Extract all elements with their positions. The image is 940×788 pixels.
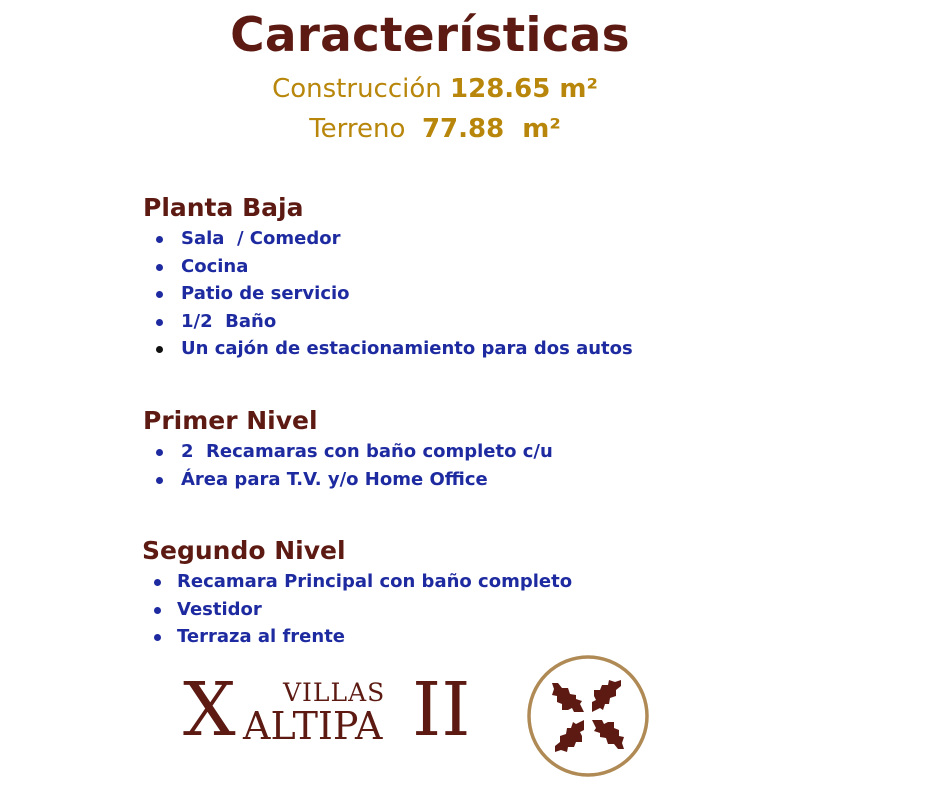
list-item-text: Terraza al frente bbox=[177, 626, 346, 648]
four-leaf-emblem-icon bbox=[526, 654, 650, 778]
list-item-text: 2 Recamaras con baño completo c/u bbox=[181, 441, 553, 462]
list-item-text: Área para T.V. y/o Home Office bbox=[181, 468, 488, 490]
list-item-text: Sala / Comedor bbox=[181, 228, 341, 249]
logo-villas: VILLAS bbox=[283, 678, 386, 707]
bullet-icon bbox=[156, 346, 163, 353]
list-item bbox=[143, 466, 553, 494]
bullet-icon bbox=[154, 607, 161, 614]
logo-numeral: II bbox=[412, 667, 471, 753]
bullet-icon bbox=[156, 236, 163, 243]
bullet-icon bbox=[154, 634, 161, 641]
feature-list bbox=[142, 568, 572, 651]
bullet-icon bbox=[156, 449, 163, 456]
construction-label: Construcción bbox=[272, 74, 442, 104]
list-item bbox=[143, 280, 633, 308]
list-item bbox=[142, 623, 572, 651]
list-item-text: 1/2 Baño bbox=[181, 310, 277, 332]
feature-list bbox=[143, 438, 553, 493]
list-item bbox=[143, 253, 633, 281]
bullet-icon bbox=[156, 264, 163, 271]
section-planta-baja bbox=[143, 193, 633, 363]
list-item bbox=[143, 225, 633, 253]
list-item-text: Patio de servicio bbox=[181, 283, 350, 305]
section-heading: Planta Baja bbox=[143, 193, 304, 222]
land-value: 77.88 m² bbox=[421, 114, 561, 144]
land-label: Terreno bbox=[309, 114, 406, 144]
bullet-icon bbox=[156, 291, 163, 298]
logo-initial: X bbox=[183, 667, 236, 753]
land-area bbox=[0, 114, 870, 144]
list-item bbox=[143, 308, 633, 336]
list-item bbox=[143, 335, 633, 363]
logo-name: ALTIPA bbox=[243, 704, 383, 748]
bullet-icon bbox=[156, 319, 163, 326]
bullet-icon bbox=[154, 579, 161, 586]
section-heading: Primer Nivel bbox=[143, 406, 318, 435]
section-segundo-nivel bbox=[142, 536, 572, 651]
list-item bbox=[143, 438, 553, 466]
list-item-text: Un cajón de estacionamiento para dos autos bbox=[181, 338, 633, 360]
list-item bbox=[142, 596, 572, 624]
list-item-text: Recamara Principal con baño completo bbox=[177, 571, 573, 592]
list-item bbox=[142, 568, 572, 596]
section-primer-nivel bbox=[143, 406, 553, 493]
bullet-icon bbox=[156, 477, 163, 484]
list-item-text: Cocina bbox=[181, 255, 249, 277]
section-heading: Segundo Nivel bbox=[142, 536, 346, 565]
villas-xaltipa-logo bbox=[180, 668, 490, 758]
list-item-text: Vestidor bbox=[177, 598, 262, 620]
page-title: Características bbox=[230, 8, 630, 63]
construction-value: 128.65 m² bbox=[450, 74, 598, 104]
feature-list bbox=[143, 225, 633, 363]
construction-area bbox=[0, 74, 870, 104]
